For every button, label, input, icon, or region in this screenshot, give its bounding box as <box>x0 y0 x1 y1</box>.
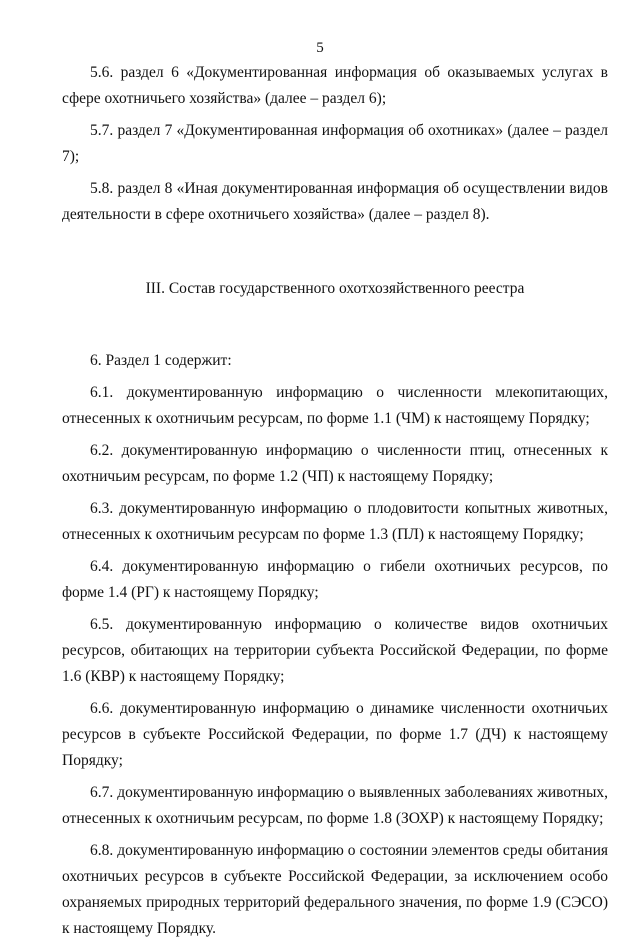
paragraph-6-6: 6.6. документированную информацию о динамике численности охотничьих ресурсов в субъекте Российской Федерации, по форме 1.7 (ДЧ) к настоящему Порядку; <box>62 700 608 769</box>
document-body <box>62 60 608 948</box>
paragraph-6-1: 6.1. документированную информацию о численности млекопитающих, отнесенных к охотничьим ресурсам, по форме 1.1 (ЧМ) к настоящему Порядку; <box>62 384 608 427</box>
section-heading: III. Состав государственного охотхозяйственного реестра <box>145 280 525 297</box>
paragraph-5-7: 5.7. раздел 7 «Документированная информация об охотниках» (далее – раздел 7); <box>62 122 608 165</box>
page-number: 5 <box>316 40 324 56</box>
paragraph-6-8: 6.8. документированную информацию о состоянии элементов среды обитания охотничьих ресурсов в субъекте Российской Федерации, за исключением особо охраняемых природных территорий федерального значения, по форме 1.9 (СЭСО) к настоящему Порядку. <box>62 842 608 937</box>
paragraph-6: 6. Раздел 1 содержит: <box>90 352 232 369</box>
paragraph-6-2: 6.2. документированную информацию о численности птиц, отнесенных к охотничьим ресурсам, по форме 1.2 (ЧП) к настоящему Порядку; <box>62 442 608 485</box>
paragraph-6-7: 6.7. документированную информацию о выявленных заболеваниях животных, отнесенных к охотничьим ресурсам, по форме 1.8 (ЗОХР) к настоящему Порядку; <box>62 784 608 827</box>
paragraph-5-8: 5.8. раздел 8 «Иная документированная информация об осуществлении видов деятельности в сфере охотничьего хозяйства» (далее – раздел 8). <box>62 180 608 223</box>
paragraph-5-6: 5.6. раздел 6 «Документированная информация об оказываемых услугах в сфере охотничьего хозяйства» (далее – раздел 6); <box>62 64 608 107</box>
paragraph-6-5: 6.5. документированную информацию о количестве видов охотничьих ресурсов, обитающих на территории субъекта Российской Федерации, по форме 1.6 (КВР) к настоящему Порядку; <box>62 616 608 685</box>
paragraph-6-3: 6.3. документированную информацию о плодовитости копытных животных, отнесенных к охотничьим ресурсам по форме 1.3 (ПЛ) к настоящему Порядку; <box>62 500 608 543</box>
paragraph-6-4: 6.4. документированную информацию о гибели охотничьих ресурсов, по форме 1.4 (РГ) к настоящему Порядку; <box>62 558 608 601</box>
